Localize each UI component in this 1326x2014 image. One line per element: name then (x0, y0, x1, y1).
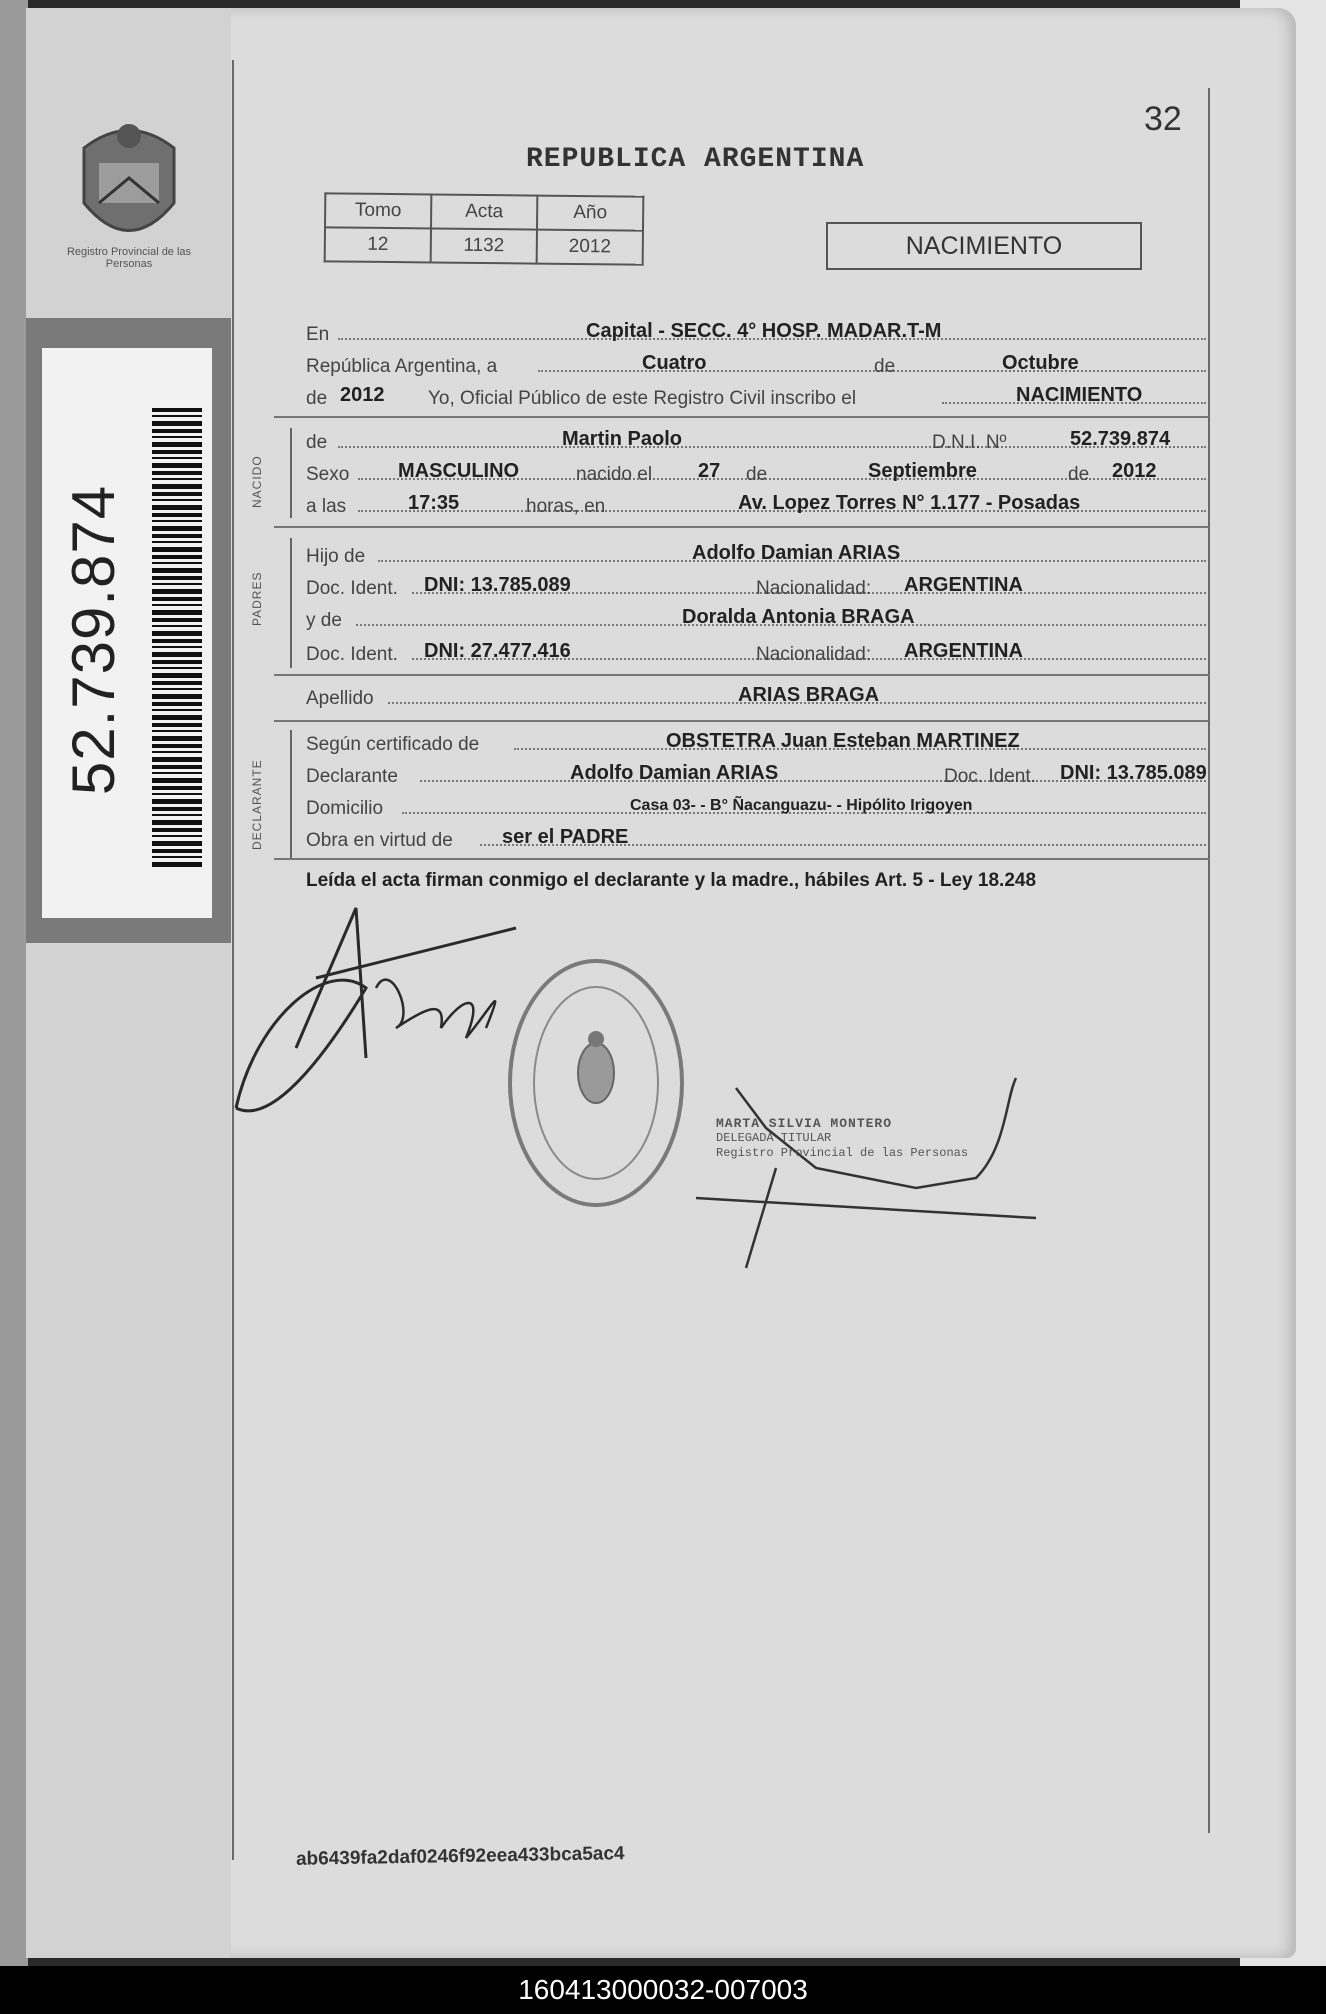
nacionalidad-label: Nacionalidad: (756, 644, 872, 665)
padres-side-label: PADRES (250, 571, 264, 626)
place-value: Capital - SECC. 4° HOSP. MADAR.T-M (586, 320, 942, 342)
sexo-label: Sexo (306, 464, 350, 485)
mother-doc-row (276, 640, 1206, 670)
official-row (276, 384, 1206, 414)
nacido-time-row (276, 492, 1206, 522)
officer-name: MARTA SILVIA MONTERO (716, 1116, 893, 1131)
document-hash: ab6439fa2daf0246f92eea433bca5ac4 (295, 1843, 625, 1870)
birth-time: 17:35 (408, 492, 460, 514)
section-separator (274, 858, 1209, 860)
apellido-row (276, 684, 1206, 714)
date-label: República Argentina, a (306, 356, 498, 377)
value-acta: 1132 (431, 228, 537, 263)
child-name: Martin Paolo (562, 428, 683, 450)
domicilio-row (276, 798, 1206, 824)
logo-caption: Registro Provincial de las Personas (66, 246, 192, 270)
left-sidebar (26, 8, 231, 1958)
day-value: Cuatro (642, 352, 707, 374)
obra-value: ser el PADRE (502, 826, 629, 848)
place-label: En (306, 324, 330, 345)
closing-statement: Leída el acta firman conmigo el declarante y la madre., hábiles Art. 5 - Ley 18.248 (306, 870, 1037, 891)
child-dni: 52.739.874 (1070, 428, 1171, 450)
apellido-value: ARIAS BRAGA (738, 684, 880, 706)
declarant-name: Adolfo Damian ARIAS (570, 762, 779, 784)
birth-month: Septiembre (868, 460, 977, 482)
table-header-row (325, 193, 643, 230)
mother-nationality: ARGENTINA (904, 640, 1023, 662)
section-separator (274, 720, 1209, 722)
y-de-label: y de (306, 610, 342, 631)
official-label: Yo, Oficial Público de este Registro Civil inscribo el (428, 388, 857, 409)
section-separator (274, 416, 1209, 418)
header-tomo: Tomo (325, 193, 431, 228)
section-separator (274, 526, 1209, 528)
dni-label: D.N.I. Nº (932, 432, 1007, 453)
barcode-panel (26, 318, 231, 943)
hijo-de-label: Hijo de (306, 546, 366, 567)
domicilio-value: Casa 03- - B° Ñacanguazu- - Hipólito Irigoyen (630, 797, 973, 814)
declarante-label: Declarante (306, 766, 398, 787)
mother-doc: DNI: 27.477.416 (424, 640, 571, 662)
sexo-value: MASCULINO (398, 460, 520, 482)
header-ano: Año (537, 196, 643, 231)
barcode-number: 52.739.874 (60, 484, 127, 796)
cert-label: Según certificado de (306, 734, 480, 755)
mother-row (276, 606, 1206, 636)
cert-row (276, 730, 1206, 760)
doc-ident-label: Doc. Ident. (306, 578, 398, 599)
de-label: de (874, 356, 896, 377)
declarant-row (276, 762, 1207, 792)
de-label: de (306, 432, 328, 453)
right-margin-line (1208, 88, 1210, 1833)
section-separator (274, 674, 1209, 676)
page-title: REPUBLICA ARGENTINA (526, 144, 865, 175)
officer-org: Registro Provincial de las Personas (716, 1146, 969, 1160)
de-month-label: de (746, 464, 768, 485)
nacionalidad-label: Nacionalidad: (756, 578, 872, 599)
de-year-label: de (306, 388, 328, 409)
tomo-acta-table (324, 192, 645, 265)
birth-day: 27 (698, 460, 721, 482)
officer-role: DELEGADA TITULAR (716, 1131, 832, 1145)
header-acta: Acta (431, 194, 537, 229)
value-tomo: 12 (325, 227, 431, 262)
doc-ident-label: Doc. Ident. (944, 766, 1036, 787)
domicilio-label: Domicilio (306, 798, 384, 819)
date-row (276, 352, 1206, 382)
cert-value: OBSTETRA Juan Esteban MARTINEZ (666, 730, 1020, 752)
birth-year: 2012 (1112, 460, 1157, 482)
nacido-el-label: nacido el (576, 464, 653, 485)
declarant-doc: DNI: 13.785.089 (1060, 762, 1207, 784)
doc-ident-label: Doc. Ident. (306, 644, 398, 665)
record-page (26, 8, 1296, 1958)
barcode-label (42, 348, 212, 918)
father-doc-row (276, 574, 1206, 604)
year-value: 2012 (340, 384, 385, 406)
mother-name: Doralda Antonia BRAGA (682, 606, 915, 628)
nacido-birth-row (276, 460, 1206, 490)
father-nationality: ARGENTINA (904, 574, 1023, 596)
apellido-label: Apellido (306, 688, 374, 709)
place-row (276, 320, 1206, 350)
father-name: Adolfo Damian ARIAS (692, 542, 901, 564)
officer-stamp-text (716, 1116, 1016, 1161)
obra-label: Obra en virtud de (306, 830, 453, 851)
barcode-bars (152, 408, 202, 868)
signatures (216, 868, 1076, 1298)
table-value-row (325, 227, 643, 264)
footer-id-bar: 160413000032-007003 (0, 1966, 1326, 2014)
dotted-line (538, 370, 1206, 372)
nacido-side-label: NACIDO (250, 455, 264, 508)
month-value: Octubre (1002, 352, 1079, 374)
a-las-label: a las (306, 496, 347, 517)
declarante-side-label: DECLARANTE (250, 759, 264, 850)
horas-label: horas, en (526, 496, 606, 517)
obra-row (276, 826, 1206, 856)
father-doc: DNI: 13.785.089 (424, 574, 571, 596)
nacido-name-row (276, 428, 1206, 458)
de-year-label: de (1068, 464, 1090, 485)
record-type-box: NACIMIENTO (826, 222, 1142, 270)
event-value: NACIMIENTO (1016, 384, 1143, 406)
page-number: 32 (1144, 100, 1182, 138)
value-ano: 2012 (537, 230, 643, 265)
father-row (276, 542, 1206, 572)
book-spine (0, 0, 28, 1966)
birth-place: Av. Lopez Torres N° 1.177 - Posadas (738, 492, 1081, 514)
